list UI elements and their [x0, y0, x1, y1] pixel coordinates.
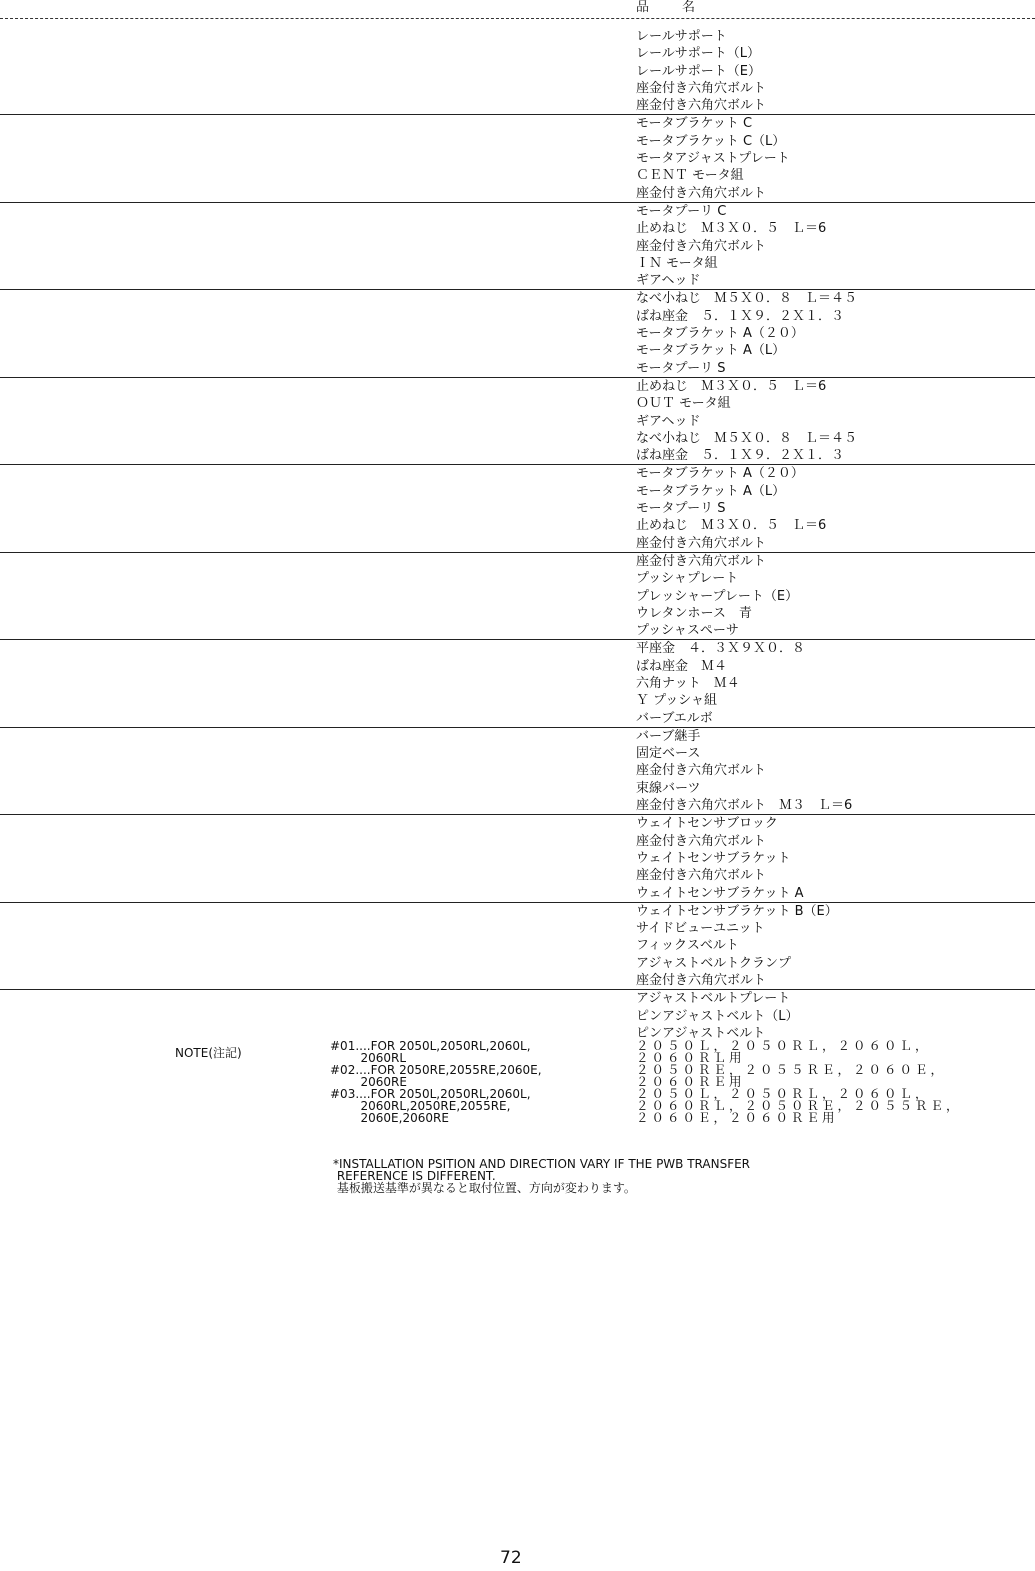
header-dashed-divider [0, 18, 1035, 19]
part-name-item: 止めねじ Ｍ３Ｘ０．５ Ｌ＝6 [636, 221, 827, 237]
note-03-english: #03....FOR 2050L,2050RL,2060L, 2060RL,2050RE,2055RE, 2060E,2060RE [330, 1087, 531, 1125]
part-name-item: ウェイトセンサブラケット [636, 850, 791, 866]
part-name-item: 座金付き六角穴ボルト [636, 185, 767, 201]
parts-group-items [636, 903, 1035, 989]
footnote-line-2: REFERENCE IS DIFFERENT. [333, 1169, 496, 1183]
parts-group-items [636, 465, 1035, 551]
parts-group [0, 903, 1035, 990]
part-name-item: ウェイトセンサブラケット B（E） [636, 903, 838, 919]
parts-group [0, 553, 1035, 640]
part-name-item: ウェイトセンサブロック [636, 816, 778, 832]
parts-group [0, 378, 1035, 465]
part-name-item: Ｙ プッシャ組 [636, 693, 717, 709]
part-name-item: 座金付き六角穴ボルト [636, 833, 767, 849]
installation-footnote [333, 1158, 750, 1194]
parts-group-items [636, 553, 1035, 639]
note-02-japanese: ２０５０ＲＥ，２０５５ＲＥ，２０６０Ｅ， ２０６０ＲＥ用 [636, 1062, 947, 1089]
parts-group-items [636, 378, 1035, 464]
part-name-item: ギアヘッド [636, 413, 701, 429]
part-name-item: ウェイトセンサブラケット A [636, 885, 804, 901]
part-name-item: モータブラケット A（L） [636, 343, 786, 359]
note-01-english: #01....FOR 2050L,2050RL,2060L, 2060RL [330, 1039, 531, 1065]
part-name-item: モータブラケット C [636, 116, 753, 132]
part-name-item: モータブラケット A（２０） [636, 326, 804, 342]
part-name-item: サイドビューユニット [636, 921, 765, 937]
part-name-item: 座金付き六角穴ボルト [636, 238, 767, 254]
part-name-item: プッシャプレート [636, 571, 739, 587]
part-name-item: モータブラケット A（２０） [636, 466, 804, 482]
notes-label: NOTE(注記) [175, 1046, 242, 1060]
part-name-item: プレッシャープレート（E） [636, 588, 799, 604]
parts-group [0, 203, 1035, 290]
parts-group-items [636, 728, 1035, 814]
parts-group-items [636, 115, 1035, 201]
parts-group [0, 28, 1035, 115]
footnote-line-3: 基板搬送基準が異なると取付位置、方向が変わります。 [333, 1181, 636, 1195]
parts-group [0, 465, 1035, 552]
part-name-item: ＣＥＮＴ モータ組 [636, 168, 744, 184]
part-name-item: 座金付き六角穴ボルト [636, 868, 767, 884]
part-name-item: なべ小ねじ Ｍ５Ｘ０．８ Ｌ＝４５ [636, 430, 858, 446]
part-name-item: ＩＮ モータ組 [636, 255, 718, 271]
parts-group [0, 990, 1035, 1042]
part-name-item: 平座金 ４．３Ｘ９Ｘ０．８ [636, 641, 806, 657]
part-name-item: ギアヘッド [636, 273, 701, 289]
parts-group [0, 815, 1035, 902]
part-name-item: モータプーリ S [636, 501, 726, 517]
parts-group [0, 290, 1035, 377]
parts-group-items [636, 640, 1035, 726]
part-name-item: 束線バーツ [636, 780, 701, 796]
parts-group [0, 728, 1035, 815]
parts-group-items [636, 290, 1035, 376]
note-01-japanese: ２０５０Ｌ，２０５０ＲＬ，２０６０Ｌ， ２０６０ＲＬ用 [636, 1038, 931, 1065]
part-name-item: ウレタンホース 青 [636, 605, 752, 621]
parts-group [0, 640, 1035, 727]
part-name-item: モータプーリ S [636, 360, 726, 376]
page-number: 72 [500, 1548, 522, 1568]
part-name-item: フィックスベルト [636, 938, 739, 954]
part-name-item: 六角ナット Ｍ４ [636, 675, 740, 691]
part-name-item: ばね座金 ５．１Ｘ９．２Ｘ１．３ [636, 448, 845, 464]
part-name-item: 座金付き六角穴ボルト [636, 973, 767, 989]
part-name-item: 止めねじ Ｍ３Ｘ０．５ Ｌ＝6 [636, 518, 827, 534]
part-name-item: レールサポート（L） [636, 46, 760, 62]
part-name-item: ばね座金 ５．１Ｘ９．２Ｘ１．３ [636, 308, 845, 324]
part-name-item: ＯＵＴ モータ組 [636, 396, 731, 412]
part-name-item: レールサポート [636, 29, 727, 44]
part-name-item: バーブエルボ [636, 710, 713, 726]
part-name-item: なべ小ねじ Ｍ５Ｘ０．８ Ｌ＝４５ [636, 291, 858, 307]
part-name-item: アジャストベルトクランプ [636, 955, 791, 971]
part-name-item: ピンアジャストベルト（L） [636, 1008, 799, 1024]
part-name-item: 座金付き六角穴ボルト [636, 98, 767, 114]
parts-group-items [636, 815, 1035, 901]
part-name-item: 座金付き六角穴ボルト [636, 763, 767, 779]
note-02-english: #02....FOR 2050RE,2055RE,2060E, 2060RE [330, 1063, 542, 1089]
column-header-part-name: 品 名 [636, 0, 706, 15]
parts-group-items [636, 28, 1035, 114]
part-name-item: モータブラケット C（L） [636, 133, 786, 149]
part-name-item: 座金付き六角穴ボルト [636, 80, 767, 96]
part-name-item: バーブ継手 [636, 728, 701, 744]
part-name-item: モータプーリ C [636, 203, 727, 219]
parts-group [0, 115, 1035, 202]
part-name-item: ばね座金 Ｍ４ [636, 658, 728, 674]
part-name-item: 止めねじ Ｍ３Ｘ０．５ Ｌ＝6 [636, 378, 827, 394]
part-name-item: 座金付き六角穴ボルト Ｍ３ Ｌ＝6 [636, 798, 853, 814]
note-03-japanese: ２０５０Ｌ，２０５０ＲＬ，２０６０Ｌ， ２０６０ＲＬ，２０５０ＲＥ，２０５５ＲＥ， ２０６０Ｅ，２０６０ＲＥ用 [636, 1086, 962, 1125]
part-name-item: 座金付き六角穴ボルト [636, 553, 767, 569]
part-name-item: 座金付き六角穴ボルト [636, 535, 767, 551]
part-name-item: 固定ベース [636, 746, 701, 762]
parts-list [0, 28, 1035, 1042]
part-name-item: モータアジャストプレート [636, 151, 790, 167]
part-name-item: プッシャスペーサ [636, 623, 739, 639]
footnote-line-1: *INSTALLATION PSITION AND DIRECTION VARY IF THE PWB TRANSFER [333, 1157, 751, 1171]
parts-group-items [636, 203, 1035, 289]
part-name-item: レールサポート（E） [636, 63, 761, 79]
parts-group-items [636, 990, 1035, 1042]
part-name-item: ピンアジャストベルト [636, 1025, 766, 1041]
part-name-item: アジャストベルトプレート [636, 991, 791, 1007]
part-name-item: モータブラケット A（L） [636, 483, 786, 499]
